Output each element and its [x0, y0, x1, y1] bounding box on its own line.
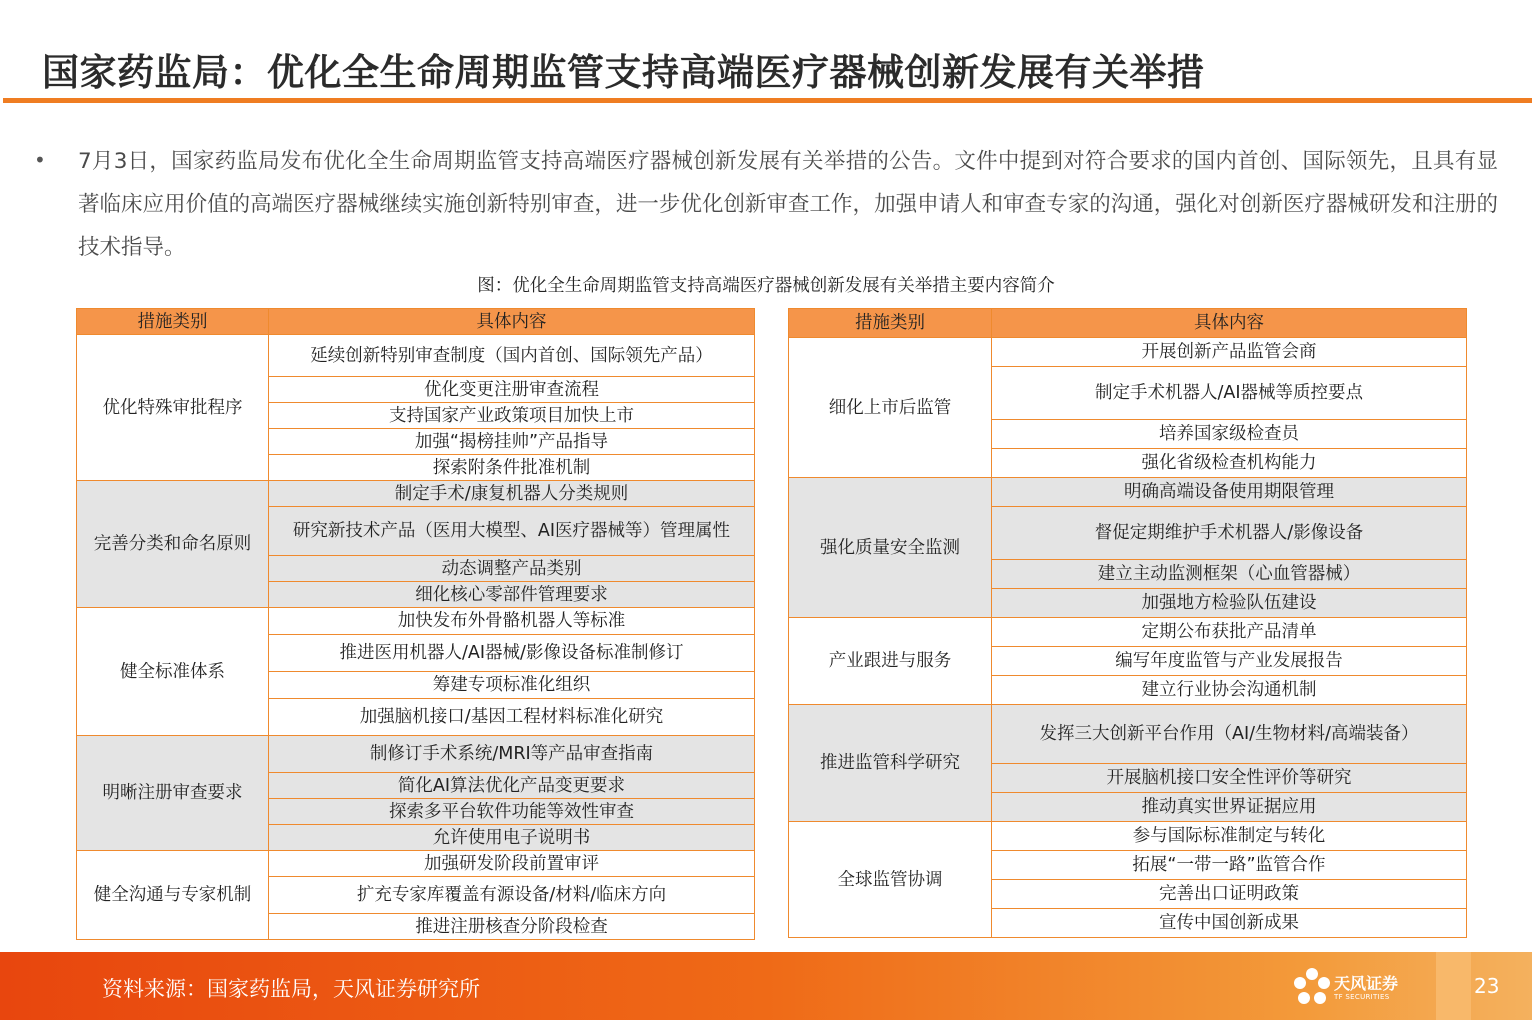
content-cell: 编写年度监管与产业发展报告: [992, 647, 1467, 676]
source-note: 资料来源：国家药监局，天风证券研究所: [102, 977, 480, 1001]
summary-paragraph: 7月3日，国家药监局发布优化全生命周期监管支持高端医疗器械创新发展有关举措的公告。文件中提到对符合要求的国内首创、国际领先，且具有显著临床应用价值的高端医疗器械继续实施创新特别审查，进一步优化创新审查工作，加强申请人和审查专家的沟通，强化对创新医疗器械研发和注册的技术指导。: [78, 149, 1498, 260]
category-cell: 全球监管协调: [789, 822, 992, 938]
content-cell: 探索附条件批准机制: [269, 455, 755, 481]
category-cell: 明晰注册审查要求: [77, 736, 269, 851]
content-cell: 筹建专项标准化组织: [269, 672, 755, 699]
left-measures-table: [76, 308, 755, 940]
category-cell: 完善分类和命名原则: [77, 481, 269, 608]
page-title: 国家药监局：优化全生命周期监管支持高端医疗器械创新发展有关举措: [42, 51, 1205, 94]
content-cell: 允许使用电子说明书: [269, 825, 755, 851]
content-cell: 加强脑机接口/基因工程材料标准化研究: [269, 699, 755, 736]
content-cell: 拓展“一带一路”监管合作: [992, 851, 1467, 880]
category-cell: 产业跟进与服务: [789, 618, 992, 705]
content-cell: 加快发布外骨骼机器人等标准: [269, 608, 755, 635]
content-cell: 完善出口证明政策: [992, 880, 1467, 909]
table-row: [77, 481, 755, 507]
bullet-marker: •: [34, 148, 46, 172]
flower-logo-icon: [1292, 966, 1332, 1008]
table-row: [789, 822, 1467, 851]
content-cell: 探索多平台软件功能等效性审查: [269, 799, 755, 825]
content-cell: 动态调整产品类别: [269, 556, 755, 582]
header-category: 措施类别: [789, 309, 992, 338]
content-cell: 推进注册核查分阶段检查: [269, 914, 755, 940]
table-row: [789, 618, 1467, 647]
content-cell: 扩充专家库覆盖有源设备/材料/临床方向: [269, 877, 755, 914]
content-cell: 定期公布获批产品清单: [992, 618, 1467, 647]
content-cell: 制修订手术系统/MRI等产品审查指南: [269, 736, 755, 773]
category-cell: 健全标准体系: [77, 608, 269, 736]
table-row: [77, 851, 755, 877]
content-cell: 督促定期维护手术机器人/影像设备: [992, 507, 1467, 560]
table-row: [77, 608, 755, 635]
header-content: 具体内容: [992, 309, 1467, 338]
content-cell: 细化核心零部件管理要求: [269, 582, 755, 608]
figure-caption: 图：优化全生命周期监管支持高端医疗器械创新发展有关举措主要内容简介: [477, 276, 1055, 296]
page-number: 23: [1474, 974, 1500, 998]
content-cell: 加强地方检验队伍建设: [992, 589, 1467, 618]
content-cell: 简化AI算法优化产品变更要求: [269, 773, 755, 799]
content-cell: 支持国家产业政策项目加快上市: [269, 403, 755, 429]
content-cell: 明确高端设备使用期限管理: [992, 478, 1467, 507]
content-cell: 发挥三大创新平台作用（AI/生物材料/高端装备）: [992, 705, 1467, 764]
footer-bar: [0, 952, 1532, 1020]
content-cell: 制定手术机器人/AI器械等质控要点: [992, 367, 1467, 420]
content-cell: 建立主动监测框架（心血管器械）: [992, 560, 1467, 589]
title-underline: [3, 98, 1532, 103]
content-cell: 参与国际标准制定与转化: [992, 822, 1467, 851]
content-cell: 加强“揭榜挂帅”产品指导: [269, 429, 755, 455]
right-measures-table: [788, 308, 1467, 938]
content-cell: 优化变更注册审查流程: [269, 377, 755, 403]
content-cell: 宣传中国创新成果: [992, 909, 1467, 938]
table-row: [77, 335, 755, 377]
content-cell: 加强研发阶段前置审评: [269, 851, 755, 877]
header-content: 具体内容: [269, 309, 755, 335]
table-row: [789, 338, 1467, 367]
category-cell: 优化特殊审批程序: [77, 335, 269, 481]
table-row: [789, 478, 1467, 507]
category-cell: 推进监管科学研究: [789, 705, 992, 822]
table-row: [77, 736, 755, 773]
content-cell: 开展创新产品监管会商: [992, 338, 1467, 367]
content-cell: 强化省级检查机构能力: [992, 449, 1467, 478]
table-row: [789, 705, 1467, 764]
content-cell: 研究新技术产品（医用大模型、AI医疗器械等）管理属性: [269, 507, 755, 556]
content-cell: 开展脑机接口安全性评价等研究: [992, 764, 1467, 793]
content-cell: 延续创新特别审查制度（国内首创、国际领先产品）: [269, 335, 755, 377]
content-cell: 推动真实世界证据应用: [992, 793, 1467, 822]
content-cell: 制定手术/康复机器人分类规则: [269, 481, 755, 507]
content-cell: 推进医用机器人/AI器械/影像设备标准制修订: [269, 635, 755, 672]
page-number-box: [1436, 952, 1471, 1020]
content-cell: 建立行业协会沟通机制: [992, 676, 1467, 705]
header-category: 措施类别: [77, 309, 269, 335]
category-cell: 健全沟通与专家机制: [77, 851, 269, 940]
content-cell: 培养国家级检查员: [992, 420, 1467, 449]
company-logo: [1292, 966, 1402, 1008]
category-cell: 细化上市后监管: [789, 338, 992, 478]
category-cell: 强化质量安全监测: [789, 478, 992, 618]
logo-subtext: TF SECURITIES: [1334, 993, 1390, 1001]
logo-text: 天风证券: [1334, 974, 1399, 993]
